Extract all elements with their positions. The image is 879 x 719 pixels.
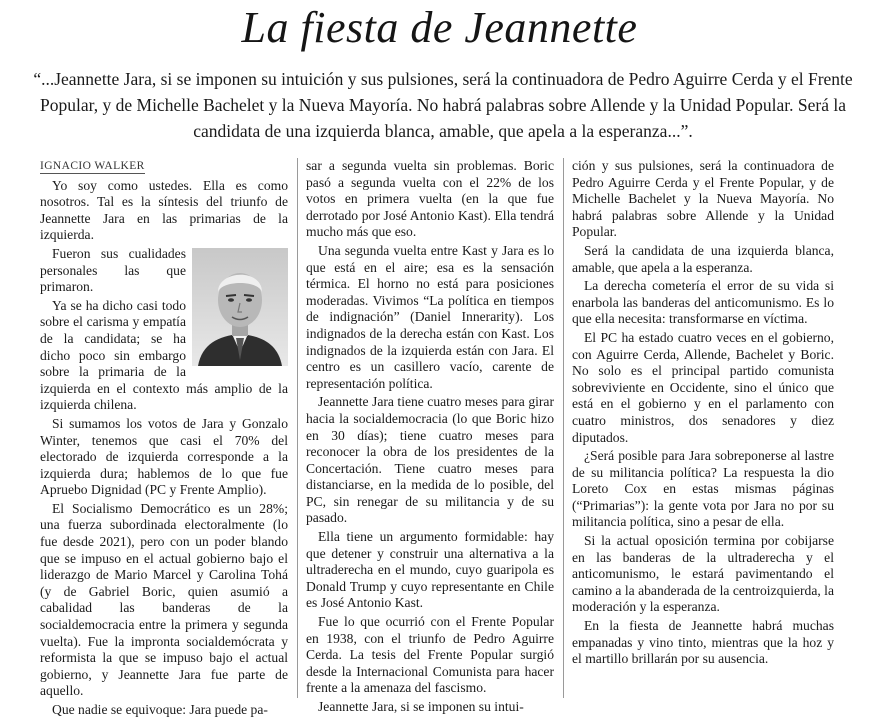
paragraph: ¿Será posible para Jara sobreponerse al lastre de su militancia política? La respuesta la dio Loreto Cox en estas mismas páginas (“Primarias”): la gente vota por Jara no por su militancia política, sino a pesar de ella. xyxy=(572,448,834,530)
paragraph: Una segunda vuelta entre Kast y Jara es lo que está en el aire; esa es la sensación térmica. El horno no está para posiciones moderadas. Vivimos “La política en tiempos de indignación” (Daniel Innerarity). Los indignados de la derecha están con Kast. Los indignados de la izquierda están con Jara. El centro es un casillero vacío, carente de representación política. xyxy=(306,242,554,391)
paragraph: Si sumamos los votos de Jara y Gonzalo Winter, tenemos que casi el 70% del electorado de izquierda corresponde a la izquierda dura; hablemos de lo que fue Apruebo Dignidad (PC y Frente Amplio). xyxy=(40,415,288,498)
paragraph: El Socialismo Democrático es un 28%; una fuerza subordinada electoralmente (lo fue desde 2021), pero con un poder blando que se impuso en el actual gobierno bajo el liderazgo de Mario Marcel y Carolina Tohá (y de Gabriel Boric, quien asumió a cabalidad las banderas de la socialdemocracia entre la primera y segunda vuelta). Fue la impronta socialdemócrata y reformista la que se impuso bajo el actual gobierno, y Jeannette Jara fue parte de aquello. xyxy=(40,500,288,699)
paragraph: Será la candidata de una izquierda blanca, amable, que apela a la esperanza. xyxy=(572,242,834,275)
paragraph: sar a segunda vuelta sin problemas. Boric pasó a segunda vuelta con el 22% de los votos en primera vuelta (en la que fue derrotado por José Antonio Kast). Ella tendrá mucho más que eso. xyxy=(306,158,554,240)
column-3 xyxy=(572,158,834,698)
paragraph: Fueron sus cualidades personales las que primaron. xyxy=(40,245,186,295)
byline xyxy=(40,158,288,176)
column-divider xyxy=(563,158,564,698)
paragraph: Jeannette Jara, si se imponen su intui- xyxy=(318,699,524,714)
paragraph: El PC ha estado cuatro veces en el gobierno, con Aguirre Cerda, Allende, Bachelet y Boric. No solo es el principal partido comunista sobreviviente en Occidente, sino el único que está en el gobierno y en el parlamento con cuatro ministros, dos senadores y diez diputados. xyxy=(572,329,834,445)
author-name: IGNACIO WALKER xyxy=(40,160,145,172)
paragraph: Que nadie se equivoque: Jara puede pa- xyxy=(52,702,268,717)
paragraph: Fue lo que ocurrió con el Frente Popular en 1938, con el triunfo de Pedro Aguirre Cerda. La tesis del Frente Popular surgió desde la Internacional Comunista para hacer frente a la amenaza del fascismo. xyxy=(306,614,554,696)
author-portrait-icon xyxy=(192,248,288,366)
column-1 xyxy=(40,158,288,717)
column-2 xyxy=(306,158,554,714)
paragraph: Yo soy como ustedes. Ella es como nosotros. Tal es la síntesis del triunfo de Jeannette Jara en las primarias de la izquierda. xyxy=(40,177,288,243)
paragraph: La derecha cometería el error de su vida si enarbola las banderas del anticomunismo. Es lo que ella necesita: transformarse en víctima. xyxy=(572,278,834,327)
column-divider xyxy=(297,158,298,698)
paragraph: Ya se ha dicho casi todo sobre el carisma y empatía de la candidata; se ha dicho poco sin embargo sobre la primaria de la izquierda en el contexto más amplio de la izquierda chilena. xyxy=(40,297,288,413)
author-photo xyxy=(192,248,288,366)
paragraph: Ella tiene un argumento formidable: hay que detener y construir una alternativa a la ultraderecha en el mundo, cuyo guaripola es Donald Trump y cuyo representante en Chile es José Antonio Kast. xyxy=(306,529,554,611)
paragraph: Jeannette Jara tiene cuatro meses para girar hacia la socialdemocracia (lo que Boric hizo en 30 días); tiene cuatro meses para reconocer la obra de los presidentes de la Concertación. Tiene cuatro meses para distanciarse, en la medida de lo posible, del PC, sin renegar de su militancia y de su pasado. xyxy=(306,394,554,526)
paragraph: ción y sus pulsiones, será la continuadora de Pedro Aguirre Cerda y el Frente Popular, y de Michelle Bachelet y la Nueva Mayoría. No habrá palabras sobre Allende y la Unidad Popular. xyxy=(572,158,834,240)
lead-quote: “...Jeannette Jara, si se imponen su intuición y sus pulsiones, será la continuadora de Pedro Aguirre Cerda y el Frente Popular, y de Michelle Bachelet y la Nueva Mayoría. No habrá palabras sobre Allende y la Unidad Popular. Será la candidata de una izquierda blanca, amable, que apela a la esperanza...”. xyxy=(33,69,853,141)
headline: La fiesta de Jeannette xyxy=(241,3,638,52)
paragraph: Si la actual oposición termina por cobijarse en las banderas de la ultraderecha y el anticomunismo, le estará pavimentando el camino a la abanderada de la centroizquierda, la moderación y la esperanza. xyxy=(572,533,834,615)
paragraph: En la fiesta de Jeannette habrá muchas empanadas y vino tinto, mientras que la hoz y el martillo brillarán por su ausencia. xyxy=(572,618,834,667)
